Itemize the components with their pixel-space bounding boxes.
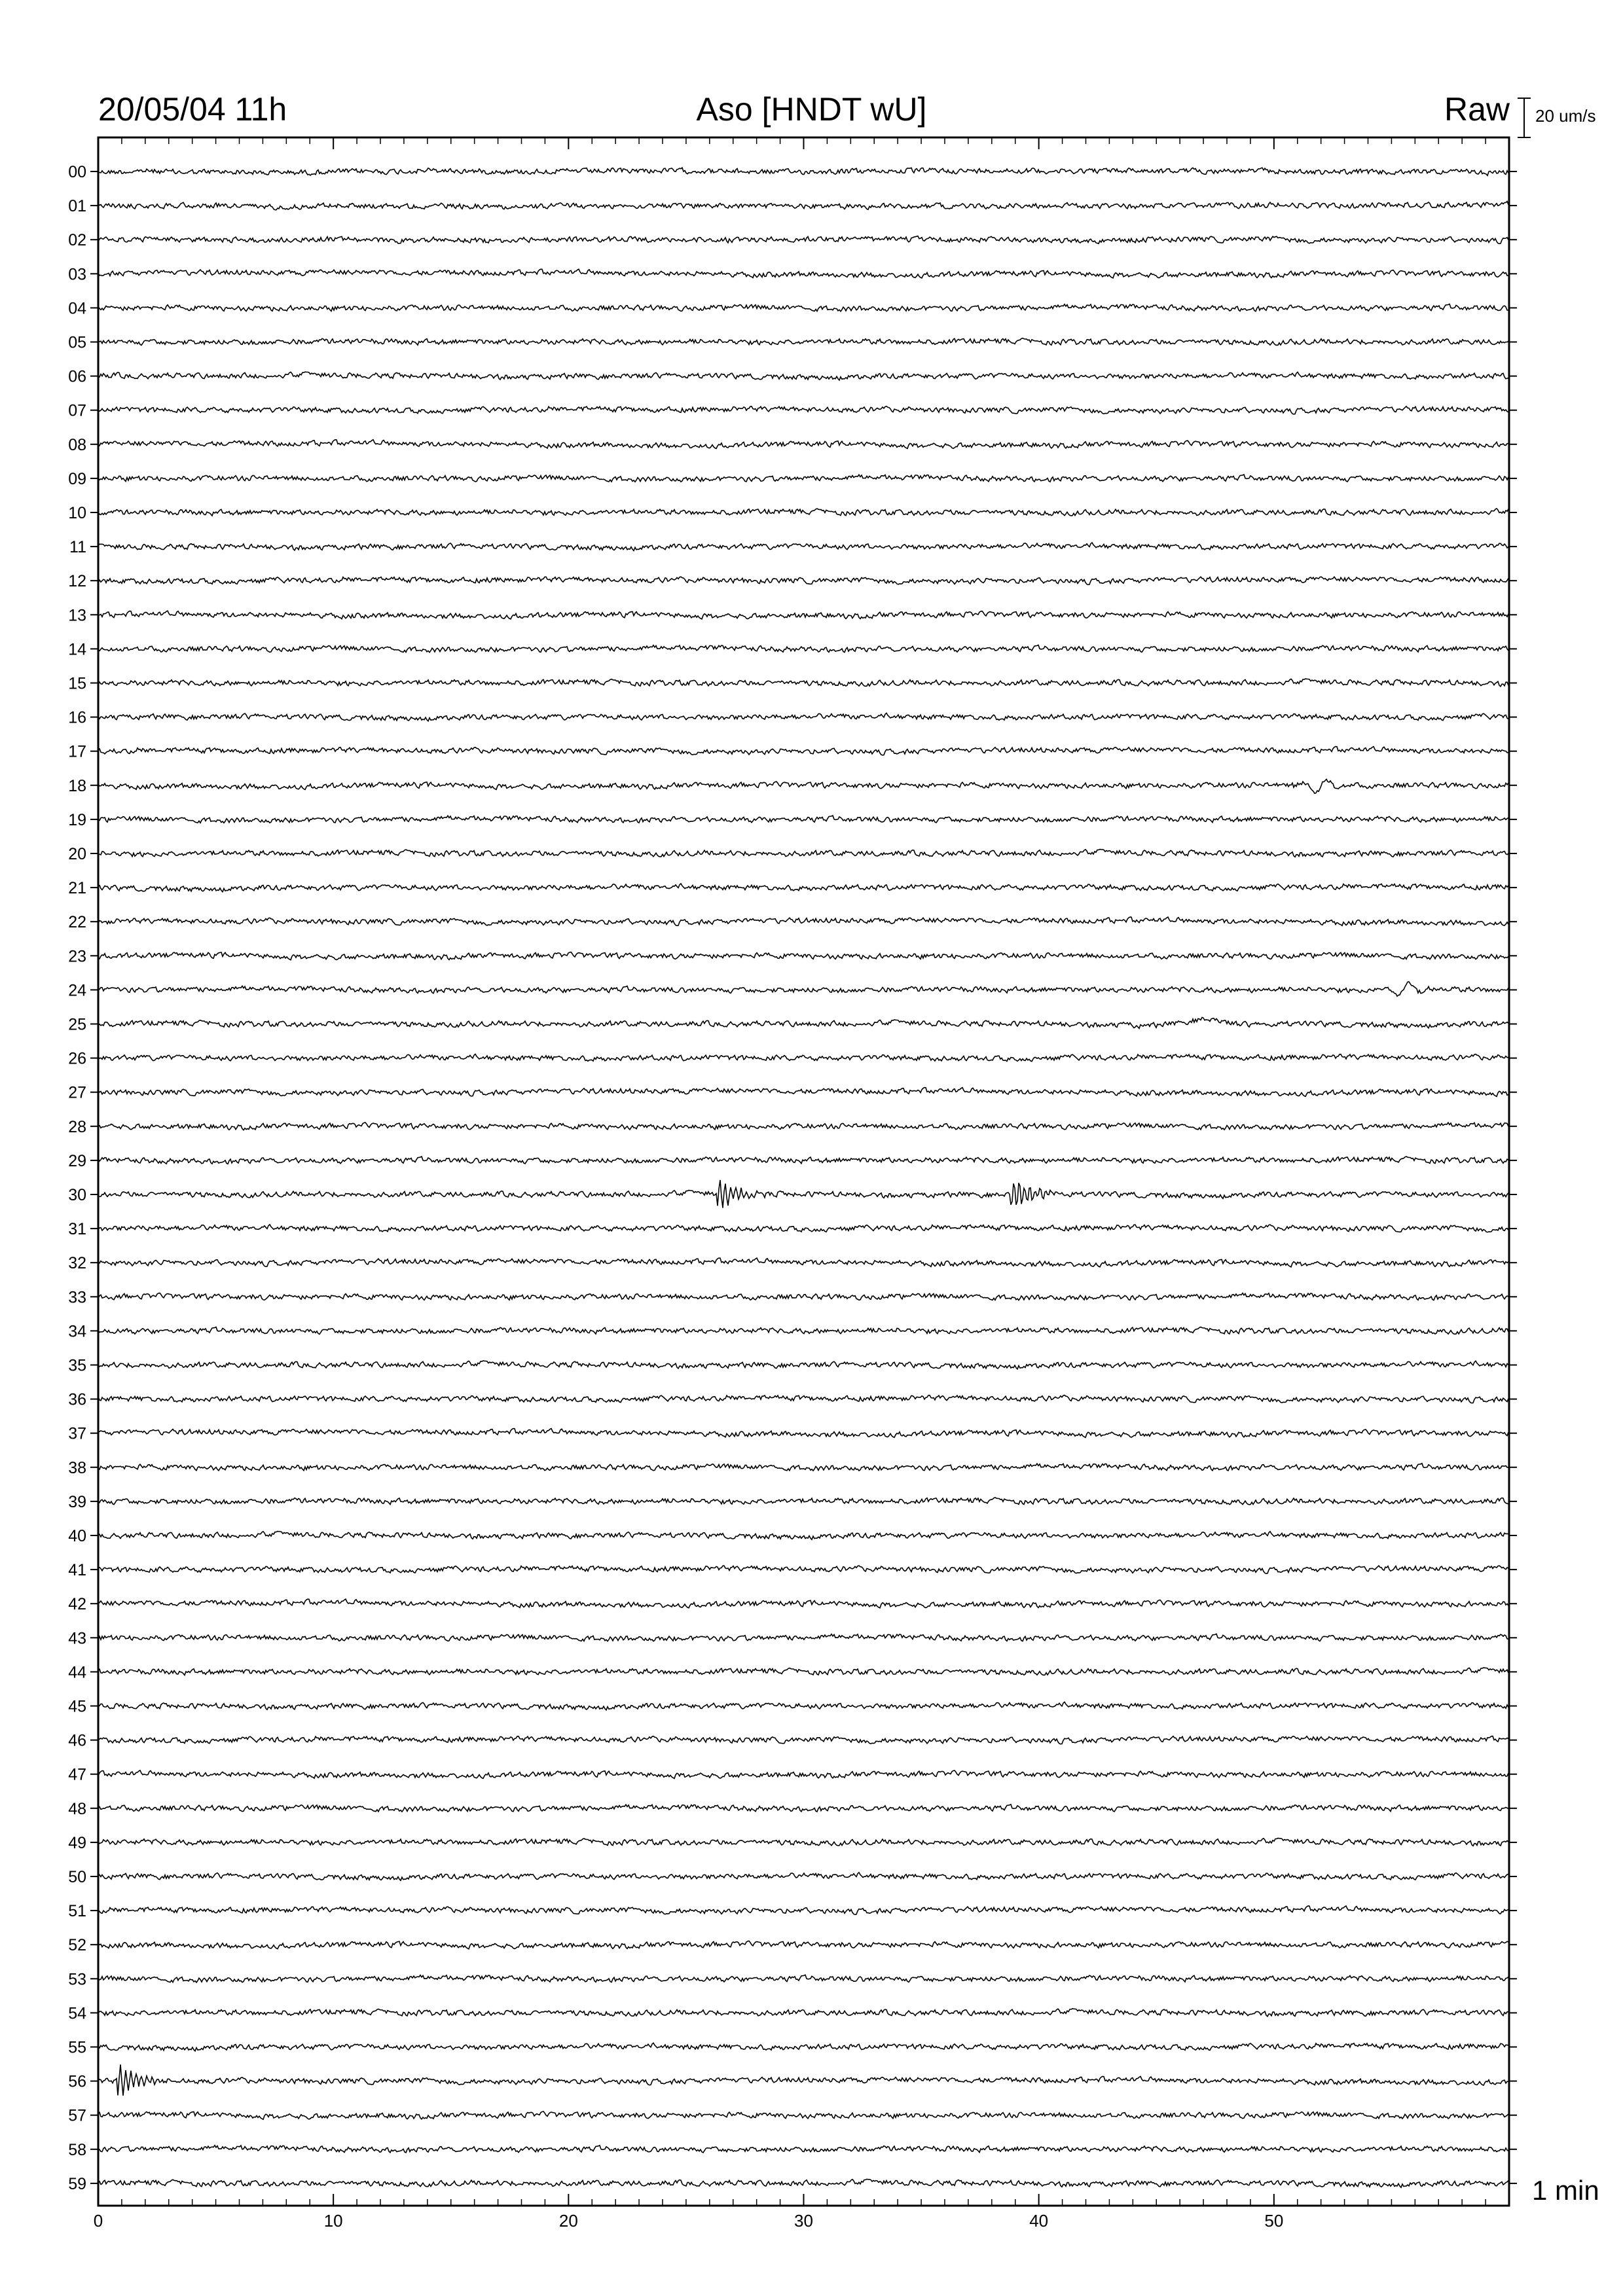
trace-line (98, 406, 1508, 414)
row-label: 24 (68, 981, 86, 1000)
trace-line (98, 543, 1508, 550)
trace-line (98, 1157, 1508, 1164)
row-label: 34 (68, 1322, 86, 1341)
row-label: 10 (68, 504, 86, 522)
trace-line (98, 1873, 1508, 1880)
row-label: 08 (68, 435, 86, 454)
trace-line (98, 1088, 1508, 1097)
x-tick-label: 20 (558, 2211, 578, 2231)
row-label: 44 (68, 1663, 86, 1682)
row-label: 19 (68, 810, 86, 829)
row-label: 30 (68, 1186, 86, 1204)
trace-line (98, 1906, 1508, 1914)
row-label: 47 (68, 1765, 86, 1784)
row-label: 35 (68, 1356, 86, 1375)
trace-line (98, 645, 1508, 653)
row-label: 03 (68, 265, 86, 284)
row-label: 05 (68, 333, 86, 352)
trace-line (98, 1532, 1508, 1540)
row-label: 18 (68, 776, 86, 795)
row-label: 20 (68, 845, 86, 863)
trace-line (98, 304, 1508, 312)
trace-line (98, 747, 1508, 755)
trace-line (98, 1429, 1508, 1438)
x-tick-label: 30 (794, 2211, 813, 2231)
trace-line (98, 1498, 1508, 1505)
row-label: 14 (68, 640, 86, 659)
row-label: 52 (68, 1936, 86, 1955)
row-label: 27 (68, 1083, 86, 1102)
row-label: 56 (68, 2072, 86, 2091)
row-label: 49 (68, 1833, 86, 1852)
trace-line (98, 952, 1508, 960)
row-label: 23 (68, 947, 86, 966)
row-label: 09 (68, 469, 86, 488)
trace-line (98, 338, 1508, 346)
row-label: 55 (68, 2038, 86, 2057)
trace-line (98, 816, 1508, 823)
x-unit-label: 1 min (1532, 2175, 1599, 2206)
row-label: 41 (68, 1561, 86, 1580)
trace-line (98, 1327, 1508, 1335)
trace-line (98, 1017, 1508, 1028)
trace-line (98, 1122, 1508, 1130)
trace-line (98, 236, 1508, 244)
traces (90, 168, 1517, 2187)
trace-line (98, 2009, 1508, 2017)
trace-line (98, 1634, 1508, 1641)
trace-line (98, 611, 1508, 619)
trace-line (98, 780, 1508, 794)
trace-line (98, 713, 1508, 721)
trace-line (98, 1463, 1508, 1471)
trace-line (98, 2145, 1508, 2153)
row-label: 40 (68, 1527, 86, 1545)
row-label: 12 (68, 572, 86, 591)
row-label: 28 (68, 1117, 86, 1136)
datetime-label: 20/05/04 11h (98, 91, 287, 128)
trace-line (98, 372, 1508, 380)
scale-label: 20 um/s (1535, 106, 1596, 126)
row-label: 02 (68, 231, 86, 250)
trace-line (98, 1736, 1508, 1744)
trace-line (98, 1395, 1508, 1403)
trace-line (98, 1293, 1508, 1300)
trace-line (98, 1668, 1508, 1675)
trace-line (98, 1566, 1508, 1573)
row-label: 39 (68, 1492, 86, 1511)
trace-line (98, 2043, 1508, 2051)
row-label: 42 (68, 1595, 86, 1614)
trace-line (98, 1599, 1508, 1608)
row-label: 31 (68, 1220, 86, 1239)
x-tick-label: 40 (1029, 2211, 1049, 2231)
row-label: 21 (68, 879, 86, 898)
row-label: 26 (68, 1049, 86, 1068)
x-tick-label: 50 (1264, 2211, 1284, 2231)
trace-line (98, 884, 1508, 892)
row-label: 17 (68, 742, 86, 761)
row-label: 04 (68, 299, 86, 318)
trace-line (98, 1361, 1508, 1369)
trace-line (98, 440, 1508, 449)
row-label: 11 (69, 538, 86, 557)
row-label: 50 (68, 1868, 86, 1886)
trace-line (98, 1225, 1508, 1232)
trace-line (98, 1941, 1508, 1949)
trace-line (98, 1180, 1508, 1208)
row-label: 13 (68, 606, 86, 625)
mode-label: Raw (1444, 91, 1510, 128)
row-label: 07 (68, 401, 86, 420)
row-label: 22 (68, 913, 86, 932)
row-label: 32 (68, 1254, 86, 1273)
trace-line (98, 168, 1508, 175)
row-label: 53 (68, 1970, 86, 1989)
trace-line (98, 1770, 1508, 1778)
plot-frame (98, 137, 1509, 2206)
station-title: Aso [HNDT wU] (696, 91, 927, 128)
trace-line (98, 1975, 1508, 1982)
row-label: 06 (68, 367, 86, 386)
row-label: 57 (68, 2106, 86, 2125)
row-label: 00 (68, 163, 86, 181)
row-label: 45 (68, 1697, 86, 1716)
trace-line (98, 1839, 1508, 1846)
trace-line (98, 1054, 1508, 1062)
row-label: 15 (68, 674, 86, 693)
row-label: 51 (68, 1902, 86, 1921)
trace-line (98, 2179, 1508, 2188)
row-label: 01 (68, 197, 86, 216)
row-label: 16 (68, 708, 86, 727)
row-label: 54 (68, 2004, 86, 2023)
trace-line (98, 1804, 1508, 1812)
trace-line (98, 850, 1508, 857)
row-label: 48 (68, 1799, 86, 1818)
trace-line (98, 509, 1508, 516)
trace-line (98, 2064, 1508, 2096)
trace-line (98, 917, 1508, 925)
trace-line (98, 202, 1508, 210)
trace-line (98, 982, 1508, 996)
trace-line (98, 269, 1508, 278)
x-tick-label: 10 (323, 2211, 343, 2231)
row-label: 59 (68, 2174, 86, 2193)
row-labels (68, 163, 86, 2193)
trace-line (98, 577, 1508, 584)
row-label: 33 (68, 1288, 86, 1307)
x-axis-ticks (94, 137, 1284, 2231)
trace-line (98, 475, 1508, 482)
row-label: 46 (68, 1731, 86, 1750)
row-label: 58 (68, 2140, 86, 2159)
trace-line (98, 1702, 1508, 1710)
x-tick-label: 0 (93, 2211, 103, 2231)
trace-line (98, 1258, 1508, 1267)
row-label: 37 (68, 1424, 86, 1443)
row-label: 43 (68, 1629, 86, 1648)
row-label: 29 (68, 1151, 86, 1170)
trace-line (98, 2111, 1508, 2119)
row-label: 25 (68, 1015, 86, 1034)
row-label: 38 (68, 1458, 86, 1477)
trace-line (98, 679, 1508, 687)
minor-ticks (98, 137, 1509, 2206)
row-label: 36 (68, 1390, 86, 1409)
